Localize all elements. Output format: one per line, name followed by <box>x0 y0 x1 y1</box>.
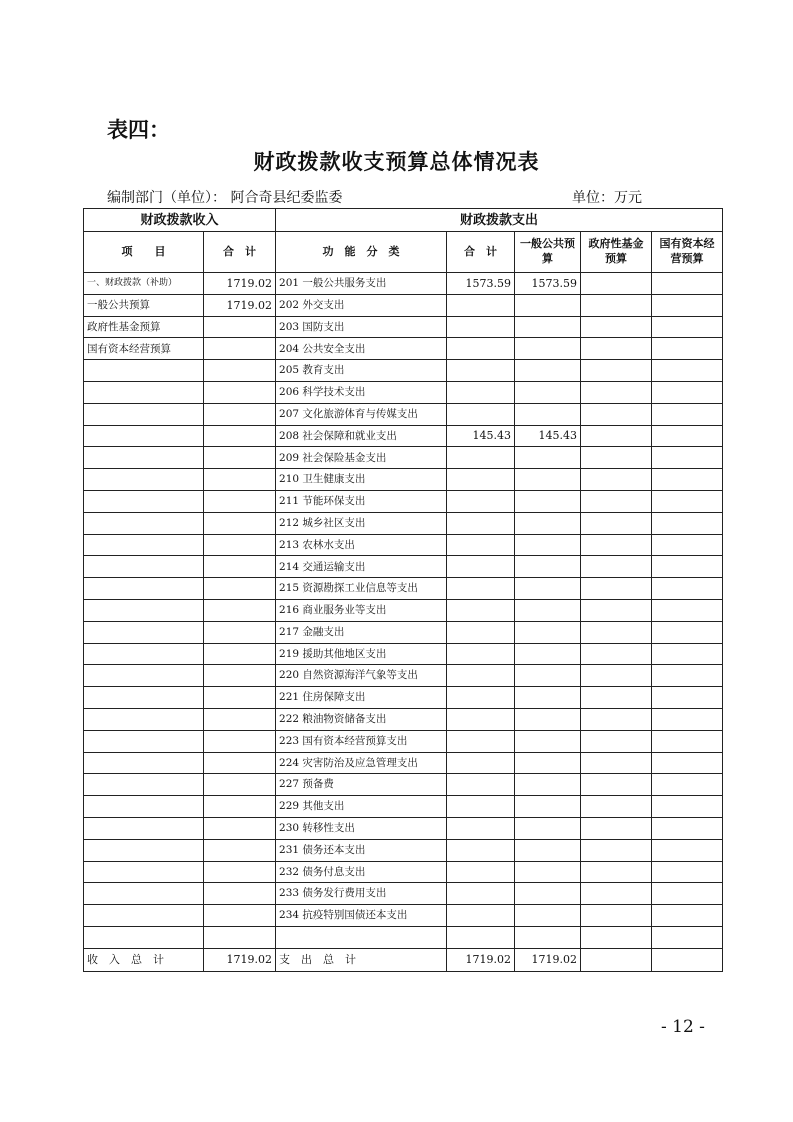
income-cell <box>84 883 204 905</box>
expense-total-cell <box>447 556 515 578</box>
income-total-cell <box>204 687 276 709</box>
income-cell <box>84 687 204 709</box>
function-class-cell: 205 教育支出 <box>276 360 447 382</box>
function-class-cell: 202 外交支出 <box>276 294 447 316</box>
general-budget-cell <box>515 534 581 556</box>
table-row <box>84 839 723 861</box>
expense-group-header: 财政拨款支出 <box>276 209 723 232</box>
income-total-cell <box>204 730 276 752</box>
totals-row <box>84 948 723 971</box>
gov-fund-cell <box>581 883 652 905</box>
function-class-cell: 229 其他支出 <box>276 796 447 818</box>
income-total-cell <box>204 861 276 883</box>
income-total-cell <box>204 360 276 382</box>
expense-total-cell <box>447 905 515 927</box>
income-cell <box>84 796 204 818</box>
income-total-cell <box>204 578 276 600</box>
general-budget-cell <box>515 294 581 316</box>
income-cell <box>84 556 204 578</box>
general-budget-cell <box>515 687 581 709</box>
table-row <box>84 360 723 382</box>
function-class-cell: 216 商业服务业等支出 <box>276 599 447 621</box>
page-number: - 12 - <box>661 1017 705 1037</box>
income-total-value: 1719.02 <box>204 948 276 971</box>
state-capital-cell <box>652 730 723 752</box>
general-budget-cell <box>515 578 581 600</box>
state-capital-cell <box>652 447 723 469</box>
state-capital-cell <box>652 643 723 665</box>
general-budget-cell <box>515 338 581 360</box>
general-budget-cell <box>515 360 581 382</box>
state-capital-cell <box>652 905 723 927</box>
income-total-cell <box>204 665 276 687</box>
income-group-header: 财政拨款收入 <box>84 209 276 232</box>
state-capital-cell <box>652 839 723 861</box>
unit-line <box>107 187 667 207</box>
expense-total-cell <box>447 534 515 556</box>
general-budget-cell <box>515 883 581 905</box>
general-budget-cell <box>515 512 581 534</box>
table-row <box>84 556 723 578</box>
state-capital-cell <box>652 599 723 621</box>
table-row <box>84 861 723 883</box>
general-budget-cell <box>515 708 581 730</box>
table-row <box>84 338 723 360</box>
income-cell: 一、财政拨款（补助） <box>84 273 204 295</box>
expense-total-cell <box>447 381 515 403</box>
income-cell <box>84 817 204 839</box>
gov-fund-cell <box>581 490 652 512</box>
function-class-cell: 211 节能环保支出 <box>276 490 447 512</box>
income-cell <box>84 839 204 861</box>
expense-total-cell <box>447 643 515 665</box>
expense-total-value: 1719.02 <box>447 948 515 971</box>
budget-table <box>83 208 723 972</box>
gov-fund-cell <box>581 817 652 839</box>
income-total-cell <box>204 796 276 818</box>
income-cell <box>84 425 204 447</box>
page-title: 财政拨款收支预算总体情况表 <box>253 150 540 174</box>
expense-total-cell <box>447 490 515 512</box>
table-row <box>84 425 723 447</box>
income-total-cell <box>204 512 276 534</box>
state-capital-cell <box>652 796 723 818</box>
gov-fund-cell <box>581 403 652 425</box>
expense-total-cell <box>447 621 515 643</box>
function-class-cell: 213 农林水支出 <box>276 534 447 556</box>
gov-fund-cell <box>581 447 652 469</box>
state-capital-cell <box>652 490 723 512</box>
general-budget-cell <box>515 621 581 643</box>
table-row <box>84 774 723 796</box>
gov-fund-cell <box>581 338 652 360</box>
income-cell <box>84 512 204 534</box>
gov-fund-cell <box>581 599 652 621</box>
state-capital-cell <box>652 861 723 883</box>
header-row-group <box>84 209 723 232</box>
general-budget-cell <box>515 599 581 621</box>
income-cell <box>84 708 204 730</box>
expense-total-cell <box>447 796 515 818</box>
function-class-cell: 233 债务发行费用支出 <box>276 883 447 905</box>
function-class-cell: 219 援助其他地区支出 <box>276 643 447 665</box>
income-total-cell <box>204 381 276 403</box>
function-class-cell: 217 金融支出 <box>276 621 447 643</box>
general-budget-cell <box>515 752 581 774</box>
expense-total-cell <box>447 578 515 600</box>
gov-fund-cell <box>581 665 652 687</box>
general-budget-cell <box>515 469 581 491</box>
income-total-cell <box>204 621 276 643</box>
state-capital-cell <box>652 665 723 687</box>
function-class-cell: 231 债务还本支出 <box>276 839 447 861</box>
function-class-cell: 224 灾害防治及应急管理支出 <box>276 752 447 774</box>
state-capital-header: 国有资本经营预算 <box>652 232 723 273</box>
income-total-cell <box>204 883 276 905</box>
expense-total-cell <box>447 708 515 730</box>
expense-total-cell: 145.43 <box>447 425 515 447</box>
function-class-cell: 208 社会保障和就业支出 <box>276 425 447 447</box>
state-capital-cell <box>652 817 723 839</box>
income-total-cell <box>204 839 276 861</box>
expense-total-cell <box>447 774 515 796</box>
table-row <box>84 817 723 839</box>
function-class-cell: 201 一般公共服务支出 <box>276 273 447 295</box>
general-budget-cell <box>515 730 581 752</box>
income-total-cell <box>204 338 276 360</box>
expense-total-cell <box>447 599 515 621</box>
income-total-cell: 1719.02 <box>204 273 276 295</box>
state-capital-cell <box>652 338 723 360</box>
gov-fund-cell <box>581 687 652 709</box>
income-total-cell <box>204 469 276 491</box>
gov-fund-cell <box>581 273 652 295</box>
general-budget-header: 一般公共预算 <box>515 232 581 273</box>
gov-fund-cell <box>581 796 652 818</box>
income-cell <box>84 534 204 556</box>
expense-total-cell <box>447 861 515 883</box>
table-row <box>84 730 723 752</box>
expense-total-cell <box>447 512 515 534</box>
expense-total-cell <box>447 817 515 839</box>
state-capital-cell <box>652 578 723 600</box>
table-row-blank <box>84 926 723 948</box>
income-cell <box>84 469 204 491</box>
income-total-cell <box>204 403 276 425</box>
table-row <box>84 621 723 643</box>
gov-fund-cell <box>581 534 652 556</box>
function-class-cell: 209 社会保险基金支出 <box>276 447 447 469</box>
state-capital-cell <box>652 883 723 905</box>
general-budget-cell: 1573.59 <box>515 273 581 295</box>
expense-total-cell <box>447 752 515 774</box>
gov-fund-cell <box>581 708 652 730</box>
income-cell <box>84 447 204 469</box>
general-budget-cell <box>515 643 581 665</box>
general-total-value: 1719.02 <box>515 948 581 971</box>
expense-total-cell <box>447 403 515 425</box>
function-class-cell: 220 自然资源海洋气象等支出 <box>276 665 447 687</box>
function-class-cell: 230 转移性支出 <box>276 817 447 839</box>
state-capital-total-value <box>652 948 723 971</box>
exp-total-header: 合 计 <box>447 232 515 273</box>
expense-total-cell <box>447 447 515 469</box>
table-row <box>84 905 723 927</box>
state-capital-cell <box>652 556 723 578</box>
compiling-unit: 编制部门（单位）： 阿合奇县纪委监委 <box>107 190 343 206</box>
state-capital-cell <box>652 360 723 382</box>
income-total-cell: 1719.02 <box>204 294 276 316</box>
income-total-cell <box>204 316 276 338</box>
function-class-cell: 222 粮油物资储备支出 <box>276 708 447 730</box>
expense-total-cell <box>447 360 515 382</box>
income-cell <box>84 643 204 665</box>
general-budget-cell <box>515 839 581 861</box>
state-capital-cell <box>652 774 723 796</box>
expense-total-cell: 1573.59 <box>447 273 515 295</box>
income-cell <box>84 752 204 774</box>
table-row <box>84 665 723 687</box>
income-total-cell <box>204 490 276 512</box>
gov-fund-cell <box>581 381 652 403</box>
income-total-cell <box>204 905 276 927</box>
general-budget-cell <box>515 556 581 578</box>
gov-fund-cell <box>581 316 652 338</box>
function-class-cell: 204 公共安全支出 <box>276 338 447 360</box>
table-row <box>84 599 723 621</box>
function-class-cell: 232 债务付息支出 <box>276 861 447 883</box>
table-row <box>84 883 723 905</box>
income-total-cell <box>204 752 276 774</box>
state-capital-cell <box>652 469 723 491</box>
table-row <box>84 708 723 730</box>
general-budget-cell <box>515 796 581 818</box>
general-budget-cell <box>515 316 581 338</box>
income-total-cell <box>204 599 276 621</box>
state-capital-cell <box>652 621 723 643</box>
income-total-cell <box>204 447 276 469</box>
header-row-columns <box>84 232 723 273</box>
state-capital-cell <box>652 687 723 709</box>
income-total-cell <box>204 425 276 447</box>
income-total-label: 收 入 总 计 <box>84 948 204 971</box>
gov-fund-cell <box>581 839 652 861</box>
income-cell <box>84 621 204 643</box>
table-row <box>84 381 723 403</box>
item-header: 项 目 <box>84 232 204 273</box>
table-label: 表四： <box>107 118 170 142</box>
gov-fund-header: 政府性基金预算 <box>581 232 652 273</box>
gov-fund-cell <box>581 861 652 883</box>
expense-total-cell <box>447 730 515 752</box>
income-total-cell <box>204 643 276 665</box>
table-row <box>84 752 723 774</box>
income-cell: 一般公共预算 <box>84 294 204 316</box>
gov-fund-cell <box>581 621 652 643</box>
income-cell <box>84 861 204 883</box>
income-cell <box>84 599 204 621</box>
table-row <box>84 512 723 534</box>
expense-total-cell <box>447 883 515 905</box>
table-row <box>84 294 723 316</box>
income-cell: 国有资本经营预算 <box>84 338 204 360</box>
income-total-cell <box>204 774 276 796</box>
table-row <box>84 490 723 512</box>
income-cell: 政府性基金预算 <box>84 316 204 338</box>
general-budget-cell <box>515 447 581 469</box>
function-class-cell: 210 卫生健康支出 <box>276 469 447 491</box>
gov-fund-cell <box>581 294 652 316</box>
general-budget-cell: 145.43 <box>515 425 581 447</box>
table-row <box>84 403 723 425</box>
gov-fund-cell <box>581 578 652 600</box>
func-class-header: 功 能 分 类 <box>276 232 447 273</box>
expense-total-cell <box>447 338 515 360</box>
function-class-cell: 234 抗疫特别国债还本支出 <box>276 905 447 927</box>
function-class-cell: 207 文化旅游体育与传媒支出 <box>276 403 447 425</box>
general-budget-cell <box>515 817 581 839</box>
table-row <box>84 469 723 491</box>
gov-fund-cell <box>581 730 652 752</box>
income-cell <box>84 730 204 752</box>
state-capital-cell <box>652 708 723 730</box>
gov-fund-cell <box>581 905 652 927</box>
income-total-cell <box>204 817 276 839</box>
income-cell <box>84 403 204 425</box>
function-class-cell: 227 预备费 <box>276 774 447 796</box>
function-class-cell: 214 交通运输支出 <box>276 556 447 578</box>
gov-fund-cell <box>581 752 652 774</box>
function-class-cell: 212 城乡社区支出 <box>276 512 447 534</box>
general-budget-cell <box>515 490 581 512</box>
expense-total-cell <box>447 316 515 338</box>
general-budget-cell <box>515 905 581 927</box>
expense-total-label: 支 出 总 计 <box>276 948 447 971</box>
table-row <box>84 316 723 338</box>
state-capital-cell <box>652 534 723 556</box>
state-capital-cell <box>652 403 723 425</box>
function-class-cell: 215 资源勘探工业信息等支出 <box>276 578 447 600</box>
table-row <box>84 796 723 818</box>
state-capital-cell <box>652 512 723 534</box>
income-cell <box>84 578 204 600</box>
state-capital-cell <box>652 294 723 316</box>
gov-fund-cell <box>581 556 652 578</box>
gov-fund-cell <box>581 425 652 447</box>
income-cell <box>84 360 204 382</box>
income-cell <box>84 490 204 512</box>
table-row <box>84 578 723 600</box>
expense-total-cell <box>447 665 515 687</box>
state-capital-cell <box>652 381 723 403</box>
expense-total-cell <box>447 469 515 491</box>
gov-fund-total-value <box>581 948 652 971</box>
state-capital-cell <box>652 425 723 447</box>
expense-total-cell <box>447 687 515 709</box>
state-capital-cell <box>652 273 723 295</box>
function-class-cell: 206 科学技术支出 <box>276 381 447 403</box>
expense-total-cell <box>447 839 515 861</box>
general-budget-cell <box>515 774 581 796</box>
income-total-cell <box>204 534 276 556</box>
general-budget-cell <box>515 403 581 425</box>
table-row <box>84 687 723 709</box>
income-cell <box>84 905 204 927</box>
state-capital-cell <box>652 752 723 774</box>
table-row <box>84 273 723 295</box>
gov-fund-cell <box>581 643 652 665</box>
currency-unit: 单位：万元 <box>572 190 642 206</box>
gov-fund-cell <box>581 360 652 382</box>
function-class-cell: 223 国有资本经营预算支出 <box>276 730 447 752</box>
general-budget-cell <box>515 665 581 687</box>
general-budget-cell <box>515 381 581 403</box>
gov-fund-cell <box>581 469 652 491</box>
table-row <box>84 447 723 469</box>
gov-fund-cell <box>581 512 652 534</box>
function-class-cell: 203 国防支出 <box>276 316 447 338</box>
function-class-cell: 221 住房保障支出 <box>276 687 447 709</box>
income-total-cell <box>204 708 276 730</box>
table-row <box>84 643 723 665</box>
income-cell <box>84 665 204 687</box>
gov-fund-cell <box>581 774 652 796</box>
income-cell <box>84 381 204 403</box>
table-body <box>84 273 723 927</box>
expense-total-cell <box>447 294 515 316</box>
income-total-cell <box>204 556 276 578</box>
state-capital-cell <box>652 316 723 338</box>
table-row <box>84 534 723 556</box>
general-budget-cell <box>515 861 581 883</box>
income-total-header: 合 计 <box>204 232 276 273</box>
income-cell <box>84 774 204 796</box>
